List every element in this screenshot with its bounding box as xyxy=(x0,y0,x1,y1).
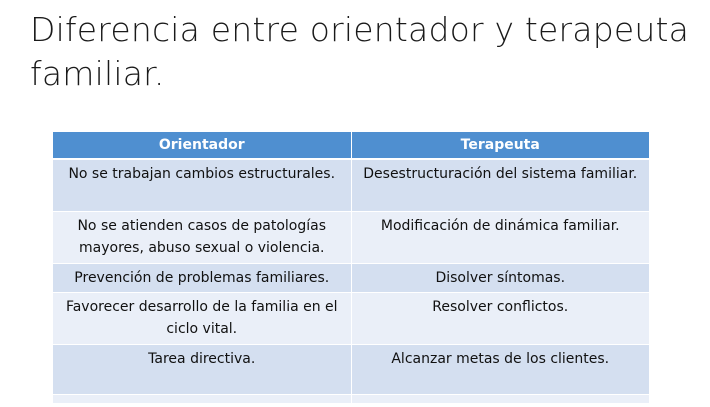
cell-terapeuta: Desestructuración del sistema familiar. xyxy=(351,159,649,212)
cell-empty xyxy=(351,395,649,404)
table-row xyxy=(53,264,649,293)
cell-terapeuta: Alcanzar metas de los clientes. xyxy=(351,345,649,395)
comparison-table xyxy=(53,132,649,404)
cell-orientador: No se trabajan cambios estructurales. xyxy=(53,159,351,212)
cell-terapeuta: Resolver conflictos. xyxy=(351,293,649,345)
header-terapeuta: Terapeuta xyxy=(351,132,649,159)
cell-orientador: No se atienden casos de patologías mayores, abuso sexual o violencia. xyxy=(53,212,351,264)
slide-title: Diferencia entre orientador y terapeuta familiar. xyxy=(30,10,690,93)
cell-empty xyxy=(53,395,351,404)
table-row xyxy=(53,293,649,345)
table-row xyxy=(53,345,649,395)
table-row xyxy=(53,212,649,264)
table-header-row xyxy=(53,132,649,159)
header-orientador: Orientador xyxy=(53,132,351,159)
cell-orientador: Prevención de problemas familiares. xyxy=(53,264,351,293)
cell-terapeuta: Modificación de dinámica familiar. xyxy=(351,212,649,264)
table-row xyxy=(53,159,649,212)
cell-terapeuta: Disolver síntomas. xyxy=(351,264,649,293)
table-row-empty xyxy=(53,395,649,404)
cell-orientador: Favorecer desarrollo de la familia en el ciclo vital. xyxy=(53,293,351,345)
cell-orientador: Tarea directiva. xyxy=(53,345,351,395)
